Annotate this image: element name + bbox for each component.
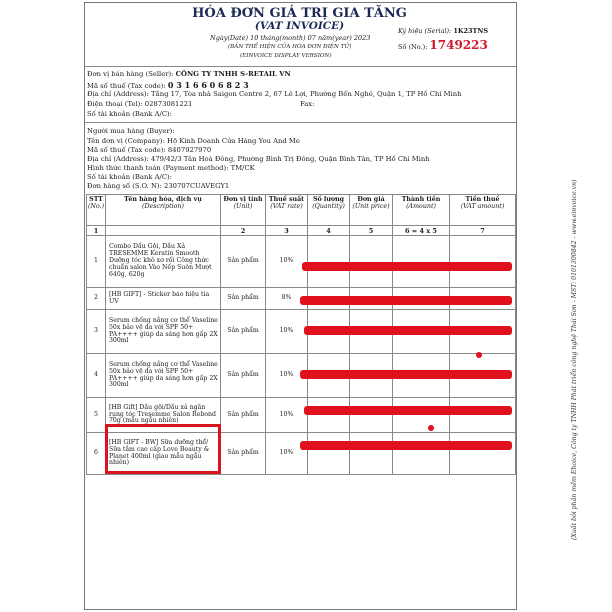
column-number: 3 [266,226,308,236]
item-vat-rate: 10% [266,310,308,354]
seller-phone-label: Điện thoại (Tel): [87,100,143,108]
redaction-mark [304,406,512,415]
payment-method-row [87,165,255,172]
serial-value: 1K23TNS [453,27,489,35]
invoice-number-block [398,38,488,52]
buyer-company-label: Tên đơn vị (Company): [87,137,165,145]
column-number: 4 [308,226,350,236]
seller-address-row [87,91,462,98]
row-number: 5 [87,398,106,433]
redaction-mark [304,326,512,335]
buyer-company: Hộ Kinh Doanh Cửa Hàng You And Me [167,137,300,145]
row-number: 4 [87,354,106,398]
header-cell: Đơn vị tính (Unit) [221,195,266,226]
redaction-mark [300,370,512,379]
invoice-number: 1749223 [429,38,488,52]
column-number [106,226,221,236]
item-vat-rate: 10% [266,354,308,398]
seller-name-row [87,71,291,78]
table-header-row [87,195,516,226]
invoice-title: HÓA ĐƠN GIÁ TRỊ GIA TĂNG [192,6,407,21]
item-description: [HB Gift] Dầu gội/Dầu xả ngăn rụng tóc Tresemme Salon Rebond 70g (mẫu ngẫu nhiên) [106,398,221,433]
item-unit: Sản phẩm [221,288,266,310]
column-number: 6 = 4 x 5 [393,226,450,236]
invoice-date: Ngày(Date) 10 tháng(month) 07 năm(year) 2023 [210,34,371,42]
header-cell: STT (No.) [87,195,106,226]
buyer-label: Người mua hàng (Buyer): [87,127,175,135]
item-vat-rate: 8% [266,288,308,310]
seller-name-label: Đơn vị bán hàng (Seller): [87,70,174,78]
seller-address-label: Địa chỉ (Address): [87,90,149,98]
serial-label: Ký hiệu (Serial): [398,27,452,35]
seller-bank-label: Số tài khoản (Bank A/C): [87,110,172,118]
row-number: 1 [87,236,106,288]
seller-name: CÔNG TY TNHH S-RETAIL VN [175,70,291,78]
item-unit: Sản phẩm [221,398,266,433]
column-number-row [87,226,516,236]
item-vat-rate: 10% [266,398,308,433]
payment-method: TM/CK [230,164,255,172]
seller-address: Tầng 17, Tòa nhà Saigon Centre 2, 67 Lê Lợi, Phường Bến Nghé, Quận 1, TP Hồ Chí Minh [151,90,462,98]
column-number: 5 [350,226,393,236]
seller-tax-code: 0 3 1 6 6 0 6 8 2 3 [167,80,249,90]
buyer-bank-label: Số tài khoản (Bank A/C): [87,173,172,181]
header-cell: Thuế suất (VAT rate) [266,195,308,226]
seller-tax-label: Mã số thuế (Tax code): [87,82,166,90]
item-unit: Sản phẩm [221,310,266,354]
seller-tax-row [87,81,249,90]
buyer-tax-label: Mã số thuế (Tax code): [87,146,166,154]
item-vat-rate: 10% [266,236,308,288]
invoice-title-en: (VAT INVOICE) [254,20,345,32]
header-cell: Đơn giá (Unit price) [350,195,393,226]
item-description: [HB GIFT] - Sticker báo hiệu tia UV [106,288,221,310]
order-number: 230707CUAVEGY1 [164,182,230,190]
buyer-address: 479/42/3 Tân Hoà Đông, Phường Bình Trị Đông, Quận Bình Tân, TP Hồ Chí Minh [151,155,430,163]
row-number: 6 [87,433,106,475]
column-number: 7 [450,226,516,236]
item-description: Combo Dầu Gội, Dầu Xả TRESEMME Keratin Smooth Dưỡng tóc khô xơ rối Công thức chuẩn salon Vào Nếp Suôn Mượt 640g, 620g [106,236,221,288]
seller-fax-label: Fax: [300,100,315,108]
item-unit: Sản phẩm [221,354,266,398]
buyer-address-label: Địa chỉ (Address): [87,155,149,163]
header-cell: Tên hàng hóa, dịch vụ (Description) [106,195,221,226]
column-number: 1 [87,226,106,236]
order-number-label: Đơn hàng số (S.O. N): [87,182,162,190]
redaction-mark [300,441,512,450]
serial-block [398,28,488,35]
redaction-dot [476,352,482,358]
item-description: [HB GIFT - BW] Sữa dưỡng thể/ Sữa tắm cao cấp Love Beauty & Planet 400ml (giao mẫu ngẫu nhiên) [106,433,221,475]
highlight-box [105,424,221,474]
row-number: 2 [87,288,106,310]
software-provider-note: (Xuất bởi phần mềm Ehoice, Công ty TNHH Phát triển công nghệ Thái Sơn - MST: 0101300842 - www.einvoice.vn) [571,179,578,540]
item-unit: Sản phẩm [221,236,266,288]
item-vat-rate: 10% [266,433,308,475]
header-cell: Tiền thuế (VAT amount) [450,195,516,226]
column-number: 2 [221,226,266,236]
order-number-row [87,183,229,190]
redaction-dot [428,425,434,431]
display-note-en: (EINVOICE DISPLAY VERSION) [240,53,332,59]
payment-method-label: Hình thức thanh toán (Payment method): [87,164,229,172]
redaction-mark [302,262,512,271]
invoice-number-label: Số (No.): [398,43,428,51]
row-number: 3 [87,310,106,354]
buyer-address-row [87,156,430,163]
buyer-tax-code: 8407927970 [167,146,212,154]
item-unit: Sản phẩm [221,433,266,475]
item-description: Serum chống nắng cơ thể Vaseline 50x bảo vệ da với SPF 50+ PA++++ giúp da sáng hơn gấp 2X 300ml [106,310,221,354]
redaction-mark [300,296,512,305]
header-cell: Thành tiền (Amount) [393,195,450,226]
header-cell: Số lượng (Quantity) [308,195,350,226]
seller-phone: 02873081221 [144,100,193,108]
seller-phone-row [87,101,192,108]
buyer-company-row [87,138,300,145]
item-description: Serum chống nắng cơ thể Vaseline 50x bảo vệ da với SPF 50+ PA++++ giúp da sáng hơn gấp 2X 300ml [106,354,221,398]
display-note-vi: (BẢN THỂ HIỆN CỦA HÓA ĐƠN ĐIỆN TỬ) [228,44,352,50]
buyer-tax-row [87,147,211,154]
